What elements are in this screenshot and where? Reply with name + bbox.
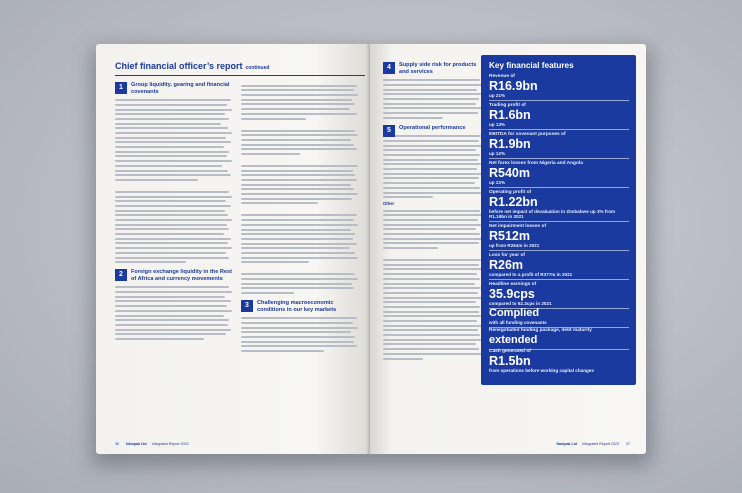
section-3-body [241, 317, 359, 352]
kf-change: up 21% [489, 92, 506, 98]
kf-change: with all funding covenants [489, 320, 547, 325]
section-5-heading: Operational performance [399, 124, 466, 131]
kf-revenue [489, 74, 629, 101]
right-page-number: 37 [626, 442, 630, 446]
kf-cash-generated [489, 349, 629, 373]
kf-change: up 22% [489, 179, 506, 185]
kf-covenants [489, 307, 629, 328]
section-2-number: 2 [115, 269, 127, 281]
section-2-heading: Foreign exchange liquidity in the Rest of Africa and currency movements [131, 269, 233, 282]
kf-value: R1.22bn [489, 194, 538, 209]
kf-value: R540m [489, 165, 530, 180]
left-footer-report: Integrated Report 2023 [151, 442, 189, 446]
section-4 [383, 62, 483, 75]
section-1 [115, 82, 233, 95]
page-title [115, 61, 269, 71]
section-4-heading: Supply side risk for products and services [399, 62, 477, 75]
left-page-number: 36 [115, 442, 119, 446]
kf-label: Trading profit of [489, 103, 526, 108]
kf-divider [489, 221, 629, 222]
kf-value: 35.9cps [489, 286, 535, 301]
kf-label: Net impairment losses of [489, 224, 547, 229]
kf-value: R26m [489, 257, 524, 272]
kf-value: R512m [489, 228, 530, 243]
section-5-number: 5 [383, 125, 395, 137]
section-4-number: 4 [383, 62, 395, 74]
left-column-1 [115, 82, 233, 343]
kf-change: before net impact of devaluation in Zimbabwe up 3% from R1.19bn in 2021 [489, 208, 616, 219]
title-text: Chief financial officer’s report [115, 61, 243, 71]
kf-funding-package [489, 328, 629, 349]
left-column-2 [241, 82, 359, 355]
section-1-body [115, 99, 233, 263]
kf-label: Operating profit of [489, 190, 532, 195]
kf-change: compared to 62.3cps in 2021 [489, 300, 552, 306]
kf-operating-profit [489, 190, 629, 222]
kf-impairment-losses [489, 224, 629, 251]
kf-change: up 12% [489, 150, 506, 156]
section-2-body [115, 286, 233, 340]
kf-change: compared to a profit of R377m in 2021 [489, 271, 573, 277]
kf-ebitda [489, 132, 629, 159]
left-footer-company: Nampak Ltd [126, 442, 147, 446]
section-1-number: 1 [115, 82, 127, 94]
kf-value: R1.6bn [489, 107, 531, 122]
kf-headline-earnings [489, 282, 629, 309]
section-3-number: 3 [241, 300, 253, 312]
kf-trading-profit [489, 103, 629, 130]
kf-divider [489, 158, 629, 159]
kf-divider [489, 250, 629, 251]
right-column-1 [383, 62, 483, 362]
section-5 [383, 125, 483, 132]
section-3-heading: Challenging macroeconomic conditions in our key markets [257, 300, 337, 313]
section-2 [115, 269, 233, 282]
kf-label: Headline earnings of [489, 282, 537, 287]
panel-title: Key financial features [489, 61, 574, 70]
kf-label: Renegotiated funding package, debt maturity [489, 328, 592, 333]
kf-label: Cash generated of [489, 349, 531, 354]
other-body [383, 210, 483, 360]
kf-divider [489, 100, 629, 101]
kf-divider [489, 129, 629, 130]
section-5-body [383, 135, 483, 198]
kf-loss-for-year [489, 253, 629, 280]
right-footer-company: Nampak Ltd [556, 442, 578, 446]
title-continued: continued [245, 65, 270, 71]
section-4-body [383, 79, 483, 119]
kf-label: Loss for year of [489, 253, 525, 258]
other-heading: Other [383, 201, 395, 207]
section-3 [241, 300, 359, 313]
kf-value: R1.5bn [489, 353, 531, 368]
kf-divider [489, 279, 629, 280]
kf-value: Complied [489, 307, 540, 319]
left-page [96, 44, 370, 454]
kf-value: extended [489, 333, 538, 346]
key-financial-panel [481, 55, 636, 385]
kf-label: Net forex losses from Nigeria and Angola [489, 161, 583, 166]
column-2-body [241, 85, 359, 294]
right-footer [556, 442, 636, 446]
kf-value: R1.9bn [489, 136, 531, 151]
section-1-heading: Group liquidity, gearing and financial covenants [131, 82, 230, 95]
kf-divider [489, 187, 629, 188]
left-footer [115, 442, 195, 446]
kf-label: Revenue of [489, 74, 515, 79]
kf-label: EBITDA for covenant purposes of [489, 132, 566, 137]
kf-change: up 13% [489, 121, 506, 127]
kf-change: up from R264m in 2021 [489, 242, 540, 248]
kf-change: from operations before working capital changes [489, 367, 594, 373]
title-rule [115, 75, 365, 76]
kf-value: R16.9bn [489, 78, 538, 93]
kf-forex-losses [489, 161, 629, 188]
right-footer-report: Integrated Report 2023 [582, 442, 619, 446]
